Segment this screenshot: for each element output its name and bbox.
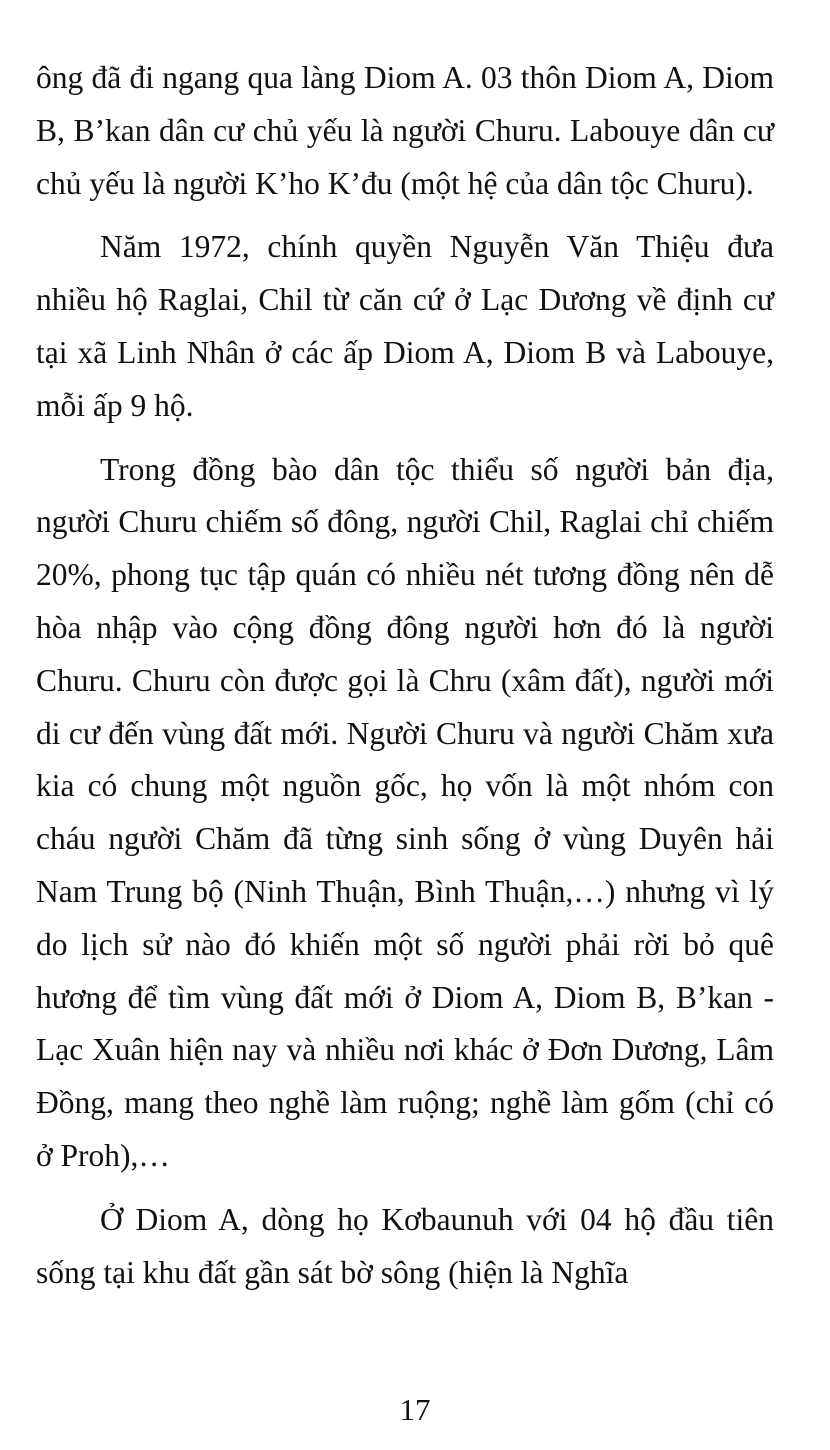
paragraph-continued: ông đã đi ngang qua làng Diom A. 03 thôn Diom A, Diom B, B’kan dân cư chủ yếu là người Churu. Labouye dân cư chủ yếu là người K’ho K’đu (một hệ của dân tộc Churu). (36, 60, 774, 201)
paragraph-churu-origins: Trong đồng bào dân tộc thiểu số người bản địa, người Churu chiếm số đông, người Chil, Raglai chỉ chiếm 20%, phong tục tập quán có nhiều nét tương đồng nên dễ hòa nhập vào cộng đồng đông người hơn đó là người Churu. Churu còn được gọi là Chru (xâm đất), người mới di cư đến vùng đất mới. Người Churu và người Chăm xưa kia có chung một nguồn gốc, họ vốn là một nhóm con cháu người Chăm đã từng sinh sống ở vùng Duyên hải Nam Trung bộ (Ninh Thuận, Bình Thuận,…) nhưng vì lý do lịch sử nào đó khiến một số người phải rời bỏ quê hương để tìm vùng đất mới ở Diom A, Diom B, B’kan - Lạc Xuân hiện nay và nhiều nơi khác ở Đơn Dương, Lâm Đồng, mang theo nghề làm ruộng; nghề làm gốm (chỉ có ở Proh),… (36, 451, 774, 1173)
page-number: 17 (399, 1392, 431, 1427)
book-page-body (36, 52, 774, 1299)
paragraph-resettlement-1972: Năm 1972, chính quyền Nguyễn Văn Thiệu đưa nhiều hộ Raglai, Chil từ căn cứ ở Lạc Dương về định cư tại xã Linh Nhân ở các ấp Diom A, Diom B và Labouye, mỗi ấp 9 hộ. (36, 229, 774, 423)
paragraph-diom-a-family: Ở Diom A, dòng họ Kơbaunuh với 04 hộ đầu tiên sống tại khu đất gần sát bờ sông (hiện là Nghĩa (36, 1201, 774, 1290)
